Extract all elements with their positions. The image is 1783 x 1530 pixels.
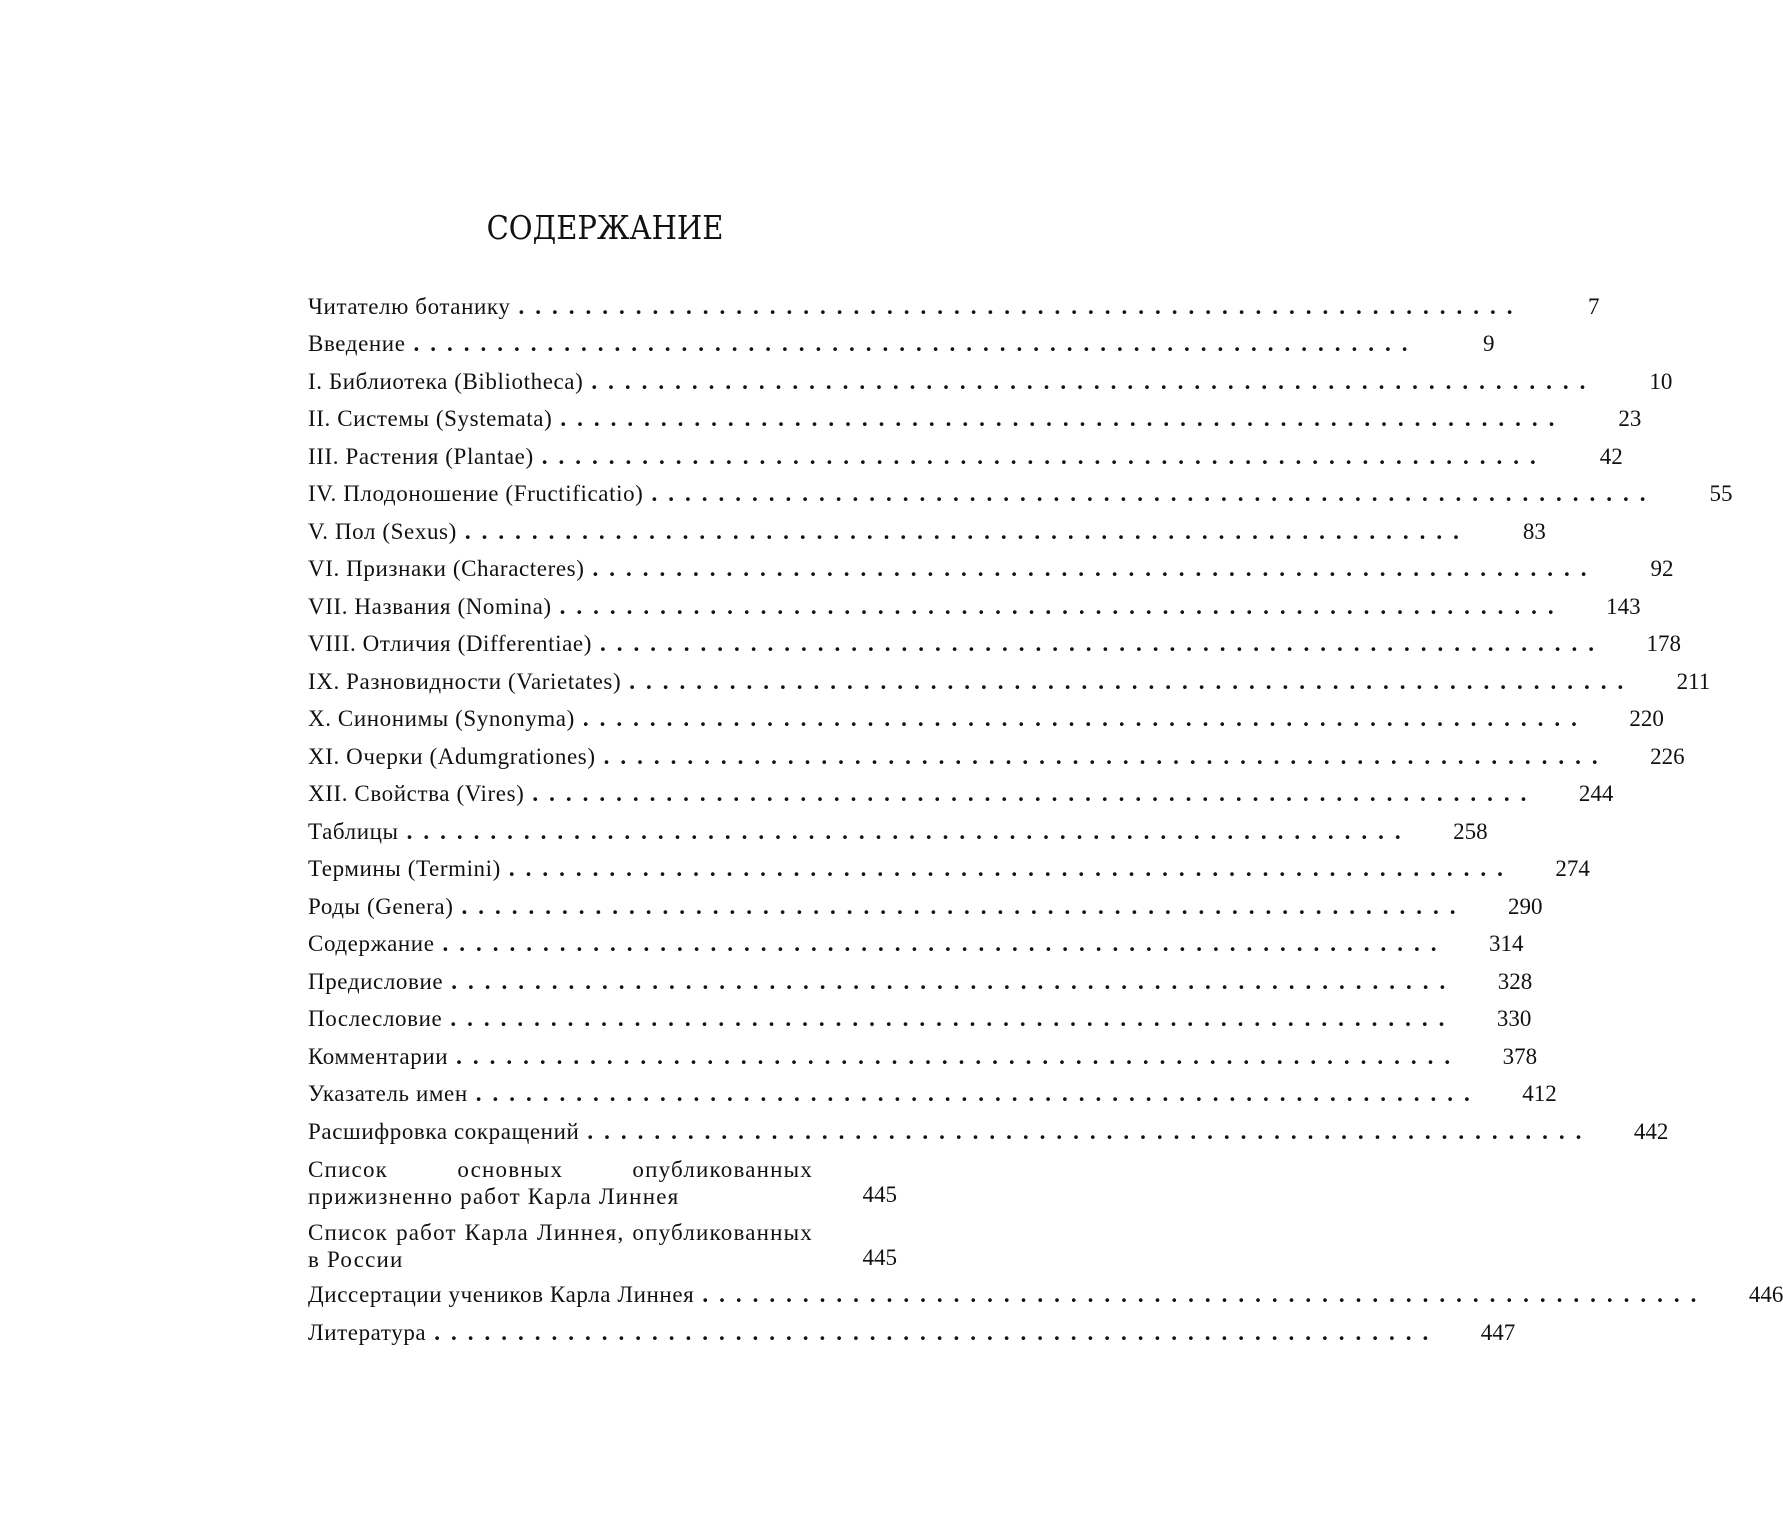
toc-entry-page: 83	[1470, 517, 1546, 547]
dot-leader: ............................................................	[407, 817, 1412, 847]
dot-leader: ............................................................	[465, 517, 1470, 547]
toc-entry	[308, 1273, 890, 1311]
toc-entry-title: Читателю ботанику	[308, 292, 518, 322]
dot-leader: ............................................................	[509, 854, 1514, 884]
toc-entry-title: Литература	[308, 1318, 434, 1348]
page-title: СОДЕРЖАНИЕ	[73, 208, 1138, 247]
toc-entry-title: X. Синонимы (Synonyma)	[308, 704, 583, 734]
toc-entry-title: Расшифровка сокращений	[308, 1117, 587, 1147]
toc-entry-page: 42	[1547, 442, 1623, 472]
toc-entry	[308, 584, 890, 622]
toc-entry-title: VII. Названия (Nomina)	[308, 592, 560, 622]
dot-leader: ............................................................	[591, 367, 1596, 397]
toc-entry-page: 143	[1565, 592, 1641, 622]
dot-leader: ............................................................	[450, 1004, 1455, 1034]
toc-entry-title: III. Растения (Plantae)	[308, 442, 542, 472]
dot-leader: ............................................................	[604, 742, 1609, 772]
dot-leader: ............................................................	[451, 967, 1456, 997]
dot-leader: ............................................................	[518, 292, 1523, 322]
dot-leader: ............................................................	[651, 479, 1656, 509]
toc-entry-page: 258	[1412, 817, 1488, 847]
toc-entry-title: Диссертации учеников Карла Линнея	[308, 1280, 702, 1310]
toc-entry	[308, 1147, 890, 1210]
toc-entry-title: XII. Свойства (Vires)	[308, 779, 532, 809]
toc-entry-page: 10	[1596, 367, 1672, 397]
dot-leader: ............................................................	[587, 1117, 1592, 1147]
toc-entry-title: VIII. Отличия (Differentiae)	[308, 629, 600, 659]
toc-entry-page: 330	[1455, 1004, 1531, 1034]
toc-entry-title: I. Библиотека (Bibliotheca)	[308, 367, 591, 397]
dot-leader: ............................................................	[702, 1280, 1707, 1310]
toc-entry-title: Термины (Termini)	[308, 854, 509, 884]
toc-entry	[308, 397, 890, 435]
toc-entry-title: Предисловие	[308, 967, 451, 997]
dot-leader: ............................................................	[443, 929, 1448, 959]
toc-entry-title: Таблицы	[308, 817, 407, 847]
toc-entry-title: Указатель имен	[308, 1079, 476, 1109]
dot-leader: ............................................................	[434, 1318, 1439, 1348]
toc-entry	[308, 622, 890, 660]
toc-entry-page: 226	[1609, 742, 1685, 772]
dot-leader: ............................................................	[414, 329, 1419, 359]
dot-leader: ............................................................	[461, 892, 1466, 922]
toc-entry-page: 244	[1537, 779, 1613, 809]
toc-entry-title: IV. Плодоношение (Fructificatio)	[308, 479, 651, 509]
dot-leader: ............................................................	[600, 629, 1605, 659]
toc-entry	[308, 1034, 890, 1072]
dot-leader: ............................................................	[476, 1079, 1481, 1109]
dot-leader: ............................................................	[629, 667, 1634, 697]
toc-entry-page: 92	[1597, 554, 1673, 584]
toc-entry	[308, 472, 890, 510]
toc-entry-page: 378	[1461, 1042, 1537, 1072]
toc-entry-page: 447	[1439, 1318, 1515, 1348]
toc-entry-title: VI. Признаки (Characteres)	[308, 554, 592, 584]
toc-entry-page: 412	[1481, 1079, 1557, 1109]
toc-entry-page: 9	[1419, 329, 1495, 359]
dot-leader: ............................................................	[592, 554, 1597, 584]
toc-entry	[308, 772, 890, 810]
dot-leader: ............................................................	[583, 704, 1588, 734]
toc-entry	[308, 359, 890, 397]
toc-entry	[308, 809, 890, 847]
toc-entry	[308, 1072, 890, 1110]
toc-entry	[308, 959, 890, 997]
toc-entry-title: XI. Очерки (Adumgrationes)	[308, 742, 604, 772]
toc-entry	[308, 847, 890, 885]
toc-entry-page: 328	[1456, 967, 1532, 997]
toc-entry-title: Послесловие	[308, 1004, 450, 1034]
toc-entry-title: Роды (Genera)	[308, 892, 461, 922]
toc-entry-title: II. Системы (Systemata)	[308, 404, 560, 434]
toc-entry-page: 211	[1634, 667, 1710, 697]
toc-entry-title: Список основных опубликованных прижизненно работ Карла Линнея	[308, 1156, 821, 1210]
dot-leader: ............................................................	[560, 592, 1565, 622]
dot-leader: ............................................................	[532, 779, 1537, 809]
table-of-contents	[308, 284, 890, 1348]
toc-entry-title: Список работ Карла Линнея, опубликованных в России	[308, 1219, 821, 1273]
toc-entry	[308, 922, 890, 960]
toc-entry	[308, 547, 890, 585]
toc-entry	[308, 659, 890, 697]
toc-entry	[308, 1310, 890, 1348]
toc-entry-page: 445	[821, 1180, 897, 1210]
toc-entry-page: 290	[1466, 892, 1542, 922]
toc-entry	[308, 322, 890, 360]
toc-entry-page: 55	[1656, 479, 1732, 509]
toc-entry-page: 442	[1592, 1117, 1668, 1147]
toc-entry-page: 314	[1448, 929, 1524, 959]
toc-entry	[308, 1210, 890, 1273]
toc-entry	[308, 434, 890, 472]
toc-entry	[308, 1109, 890, 1147]
toc-entry-title: Содержание	[308, 929, 443, 959]
toc-entry-title: Комментарии	[308, 1042, 456, 1072]
dot-leader: ............................................................	[560, 404, 1565, 434]
toc-entry-page: 23	[1565, 404, 1641, 434]
toc-entry	[308, 997, 890, 1035]
toc-entry-page: 445	[821, 1243, 897, 1273]
dot-leader: ............................................................	[542, 442, 1547, 472]
toc-entry-page: 220	[1588, 704, 1664, 734]
toc-entry-title: V. Пол (Sexus)	[308, 517, 465, 547]
toc-entry-page: 274	[1514, 854, 1590, 884]
toc-entry-title: IX. Разновидности (Varietates)	[308, 667, 629, 697]
toc-entry-title: Введение	[308, 329, 414, 359]
toc-entry-page: 178	[1605, 629, 1681, 659]
toc-entry	[308, 884, 890, 922]
dot-leader: ............................................................	[456, 1042, 1461, 1072]
toc-entry	[308, 284, 890, 322]
toc-entry-page: 446	[1707, 1280, 1783, 1310]
toc-entry	[308, 697, 890, 735]
toc-entry-page: 7	[1523, 292, 1599, 322]
toc-entry	[308, 734, 890, 772]
toc-entry	[308, 509, 890, 547]
